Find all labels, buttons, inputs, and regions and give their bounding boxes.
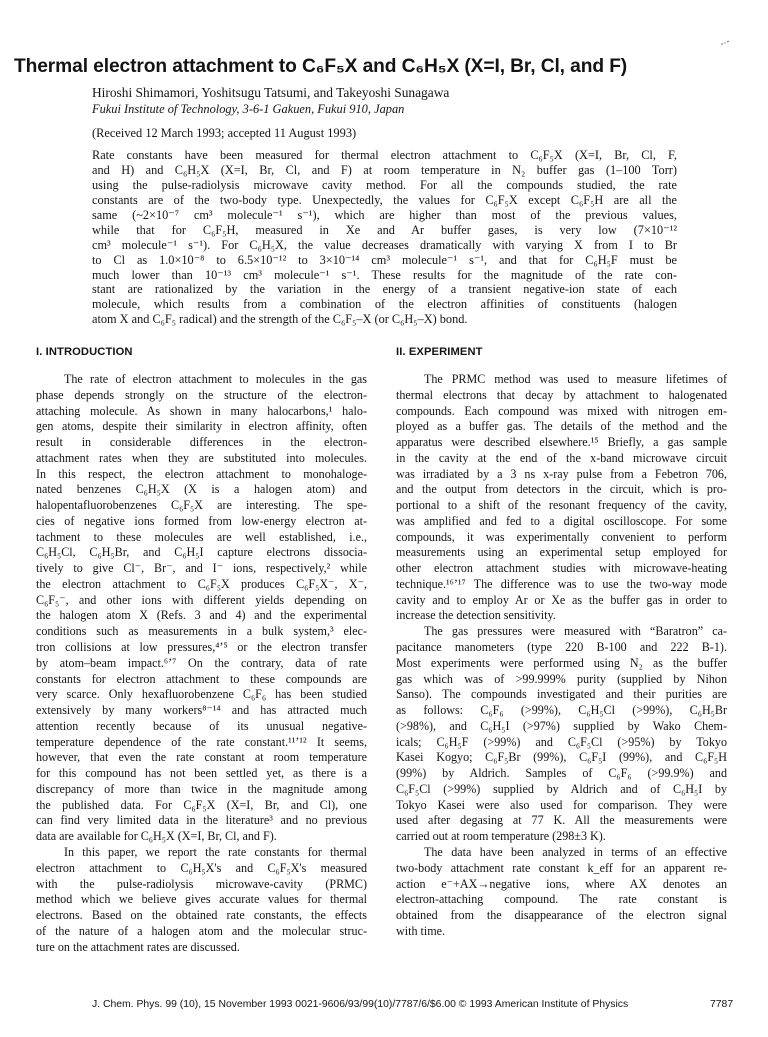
text-line: C₆F₅Cl (>99%) supplied by Aldrich and of C₆H₅I by (396, 781, 727, 796)
text-line: C₆H₅Cl, C₆H₅Br, and C₆H₅I capture electrons dissocia- (36, 545, 367, 560)
text-line: stant are rationalized by the variation in the energy of a transient negative-ion state of each (92, 282, 677, 297)
affiliation: Fukui Institute of Technology, 3-6-1 Gakuen, Fukui 910, Japan (92, 102, 405, 116)
text-line: extensively by many workers⁸⁻¹⁴ and has attracted much (36, 703, 367, 718)
text-line: nated benzenes C₆H₅X (X is a halogen atom) and (36, 482, 367, 497)
text-line: compounds. Each compound was mixed with nitrogen em- (396, 403, 727, 418)
text-line: to Cl as 1.0×10⁻⁸ to 6.5×10⁻¹² to 3×10⁻¹⁴ cm³ molecule⁻¹ s⁻¹, and that for C₆H₅F must be (92, 252, 677, 267)
text-line: gen atoms, despite their similarity in electron affinity, often (36, 419, 367, 434)
text-line: electron-attaching compound. The rate constant is (396, 892, 727, 907)
text-line: (99%) by Aldrich. Samples of C₆F₆ (>99.9%) and (396, 766, 727, 781)
text-line: was irradiated by a 3 ns x-ray pulse from a Febetron 706, (396, 466, 727, 481)
text-line: Rate constants have been measured for thermal electron attachment to C₆F₅X (X=I, Br, Cl, F, (92, 148, 677, 162)
section-heading-experiment: II. EXPERIMENT (396, 346, 483, 358)
text-line: can find very limited data in the literature³ and no previous (36, 813, 367, 828)
text-line: however, that even the rate constant at room temperature (36, 750, 367, 765)
text-line: and the output from detectors in the circuit, which is pro- (396, 482, 727, 497)
text-line: the halogen atom X (Refs. 3 and 4) and the experimental (36, 608, 367, 623)
text-line: tachment to these molecules are well established, i.e., (36, 529, 367, 544)
text-line: while that for C₆F₅H, measured in Xe and Ar buffer gases, is very low (7×10⁻¹² (92, 222, 677, 237)
text-line: obtained from the disappearance of the electron signal (396, 908, 727, 923)
text-line: (>98%), and C₆H₅I (>97%) supplied by Wako Chem- (396, 718, 727, 733)
text-line: cavity and to employ Ar or Xe as the buffer gas in order to (396, 592, 727, 607)
text-line: attachment rates when they are substituted into molecules. (36, 450, 367, 465)
received-dates: (Received 12 March 1993; accepted 11 August 1993) (92, 126, 357, 140)
text-line: electrons. Based on the obtained rate constants, the effects (36, 908, 367, 923)
text-line: pacitance manometers (type 220 B-100 and 222 B-1). (396, 640, 727, 655)
text-line: In this respect, the electron attachment to monohaloge- (36, 466, 367, 481)
text-line: much lower than 10⁻¹³ cm³ molecule⁻¹ s⁻¹. These results for the magnitude of the rate con- (92, 267, 677, 282)
text-line: temperature dependence of the rate constant.¹¹ʼ¹² It seems, (36, 734, 367, 749)
text-line: with the pulse-radiolysis microwave-cavity (PRMC) (36, 876, 367, 891)
text-line: phase depends strongly on the structure of the electron- (36, 387, 367, 402)
text-line: action e⁻+AX→negative ions, where AX denotes an (396, 876, 727, 891)
text-line: molecule, which results from a combination of the electron affinities of constituents (halogen (92, 297, 677, 312)
text-line: Sanso). The compounds investigated and their purities are (396, 687, 727, 702)
text-line: portional to a shift of the resonant frequency of the cavity, (396, 498, 727, 513)
abstract (92, 148, 677, 327)
text-line: of the nature of a halogen atom and the molecular struc- (36, 923, 367, 938)
text-line: attention recently because of its unusual negative- (36, 718, 367, 733)
text-line: compounds, it was experimentally convenient to perform (396, 529, 727, 544)
article-title: Thermal electron attachment to C₆F₅X and C₆H₅X (X=I, Br, Cl, and F) (14, 56, 628, 77)
text-line: was amplified and fed to a digital oscilloscope. For some (396, 513, 727, 528)
experiment-column (396, 372, 727, 940)
text-line: used after degasing at 77 K. All the measurements were (396, 813, 727, 828)
text-line: icals; C₆H₅F (>99%) and C₆F₅Cl (>95%) by Tokyo (396, 734, 727, 749)
text-line: measurements using an experimental setup employed for (396, 545, 727, 560)
author-list: Hiroshi Shimamori, Yoshitsugu Tatsumi, and Takeyoshi Sunagawa (92, 85, 450, 100)
text-line: very scarce. Only hexafluorobenzene C₆F₆ has been studied (36, 687, 367, 702)
text-line: attaching molecule. As shown in many halocarbons,¹ halo- (36, 403, 367, 418)
text-line: two-body attachment rate constant k_eff for an apparent re- (396, 860, 727, 875)
text-line: the published data. For C₆F₅X (X=I, Br, and Cl), one (36, 797, 367, 812)
text-line: gas which was of >99.999% purity (supplied by Nihon (396, 671, 727, 686)
text-line: electron attachment to C₆H₅X's and C₆F₅X's measured (36, 860, 367, 875)
text-line: conditions such as measurements in a bulk system,³ elec- (36, 624, 367, 639)
text-line: cm³ molecule⁻¹ s⁻¹). For C₆H₅X, the value decreases dramatically with varying X from I to Br (92, 237, 677, 252)
text-line: result in considerable differences in the electron- (36, 435, 367, 450)
introduction-column (36, 372, 367, 955)
journal-footer: J. Chem. Phys. 99 (10), 15 November 1993 0021-9606/93/99(10)/7787/6/$6.00 © 1993 American Institute of Physics (92, 999, 629, 1010)
section-heading-introduction: I. INTRODUCTION (36, 346, 133, 358)
text-line: The PRMC method was used to measure lifetimes of (424, 372, 727, 386)
text-line: In this paper, we report the rate constants for thermal (64, 844, 367, 859)
text-line: ployed as a buffer gas. The details of the method and the (396, 419, 727, 434)
text-line: discrepancy of more than twice in the magnitude among (36, 781, 367, 796)
text-line: The gas pressures were measured with “Baratron” ca- (424, 624, 727, 639)
text-line: increase the detection sensitivity. (396, 608, 556, 623)
text-line: and H) and C₆H₅X (X=I, Br, Cl, and F) at room temperature in N₂ buffer gas (1–100 Torr) (92, 162, 677, 177)
text-line: halopentafluorobenzenes C₆F₅X are interesting. The spe- (36, 498, 367, 513)
text-line: with time. (396, 923, 446, 938)
text-line: Most experiments were performed using N₂ as the buffer (396, 655, 727, 670)
text-line: tron collisions at low pressures,⁴ʼ⁵ or the electron transfer (36, 640, 367, 655)
text-line: cies of negative ions formed from low-energy electron at- (36, 513, 367, 528)
text-line: method which we believe gives accurate values for thermal (36, 892, 367, 907)
text-line: apparatus were described elsewhere.¹⁵ Briefly, a gas sample (396, 435, 727, 450)
text-line: same (~2×10⁻⁷ cm³ molecule⁻¹ s⁻¹), which are higher than most of the previous values, (92, 207, 677, 222)
text-line: atom X and C₆F₅ radical) and the strength of the C₆F₅–X (or C₆H₅–X) bond. (92, 312, 468, 327)
text-line: constants for electron attachment to these compounds are (36, 671, 367, 686)
page-number: 7787 (710, 999, 734, 1010)
text-line: other electron attachment studies with microwave-heating (396, 561, 727, 576)
text-line: for this compound has not been settled yet, as there is a (36, 766, 367, 781)
text-line: by atom–beam impact.⁶ʼ⁷ On the contrary, data of rate (36, 655, 367, 670)
text-line: using the pulse-radiolysis microwave cavity method. For all the compounds studied, the rate (92, 177, 677, 192)
text-line: The data have been analyzed in terms of an effective (424, 844, 727, 859)
text-line: tively to give Cl⁻, Br⁻, and I⁻ ions, respectively,² while (36, 561, 367, 576)
text-line: ture on the attachment rates are discussed. (36, 939, 240, 954)
text-line: Tokyo Kasei were also used for comparison. They were (396, 797, 727, 812)
text-line: constants are of the two-body type. Unexpectedly, the values for C₆F₅X except C₆F₅H are all the (92, 192, 677, 207)
text-line: carried out at room temperature (298±3 K). (396, 829, 606, 844)
text-line: Kasei Kogyo; C₆F₅Br (99%), C₆F₅I (99%), and C₆F₅H (396, 750, 727, 765)
text-line: thermal electrons that decay by attachment to halogenated (396, 387, 727, 402)
text-line: the electron attachment to C₆F₅X produces C₆F₅X⁻, X⁻, (36, 576, 367, 591)
text-line: data are available for C₆H₅X (X=I, Br, Cl, and F). (36, 829, 277, 844)
text-line: C₆F₅⁻, and other ions with different yields depending on (36, 592, 367, 607)
text-line: as follows: C₆F₆ (>99%), C₆H₅Cl (>99%), C₆H₅Br (396, 703, 727, 718)
corner-mark (720, 40, 730, 46)
text-line: The rate of electron attachment to molecules in the gas (64, 372, 367, 386)
text-line: in the cavity at the end of the x-band microwave circuit (396, 450, 727, 465)
text-line: technique.¹⁶ʼ¹⁷ The difference was to use the two-way mode (396, 576, 727, 591)
